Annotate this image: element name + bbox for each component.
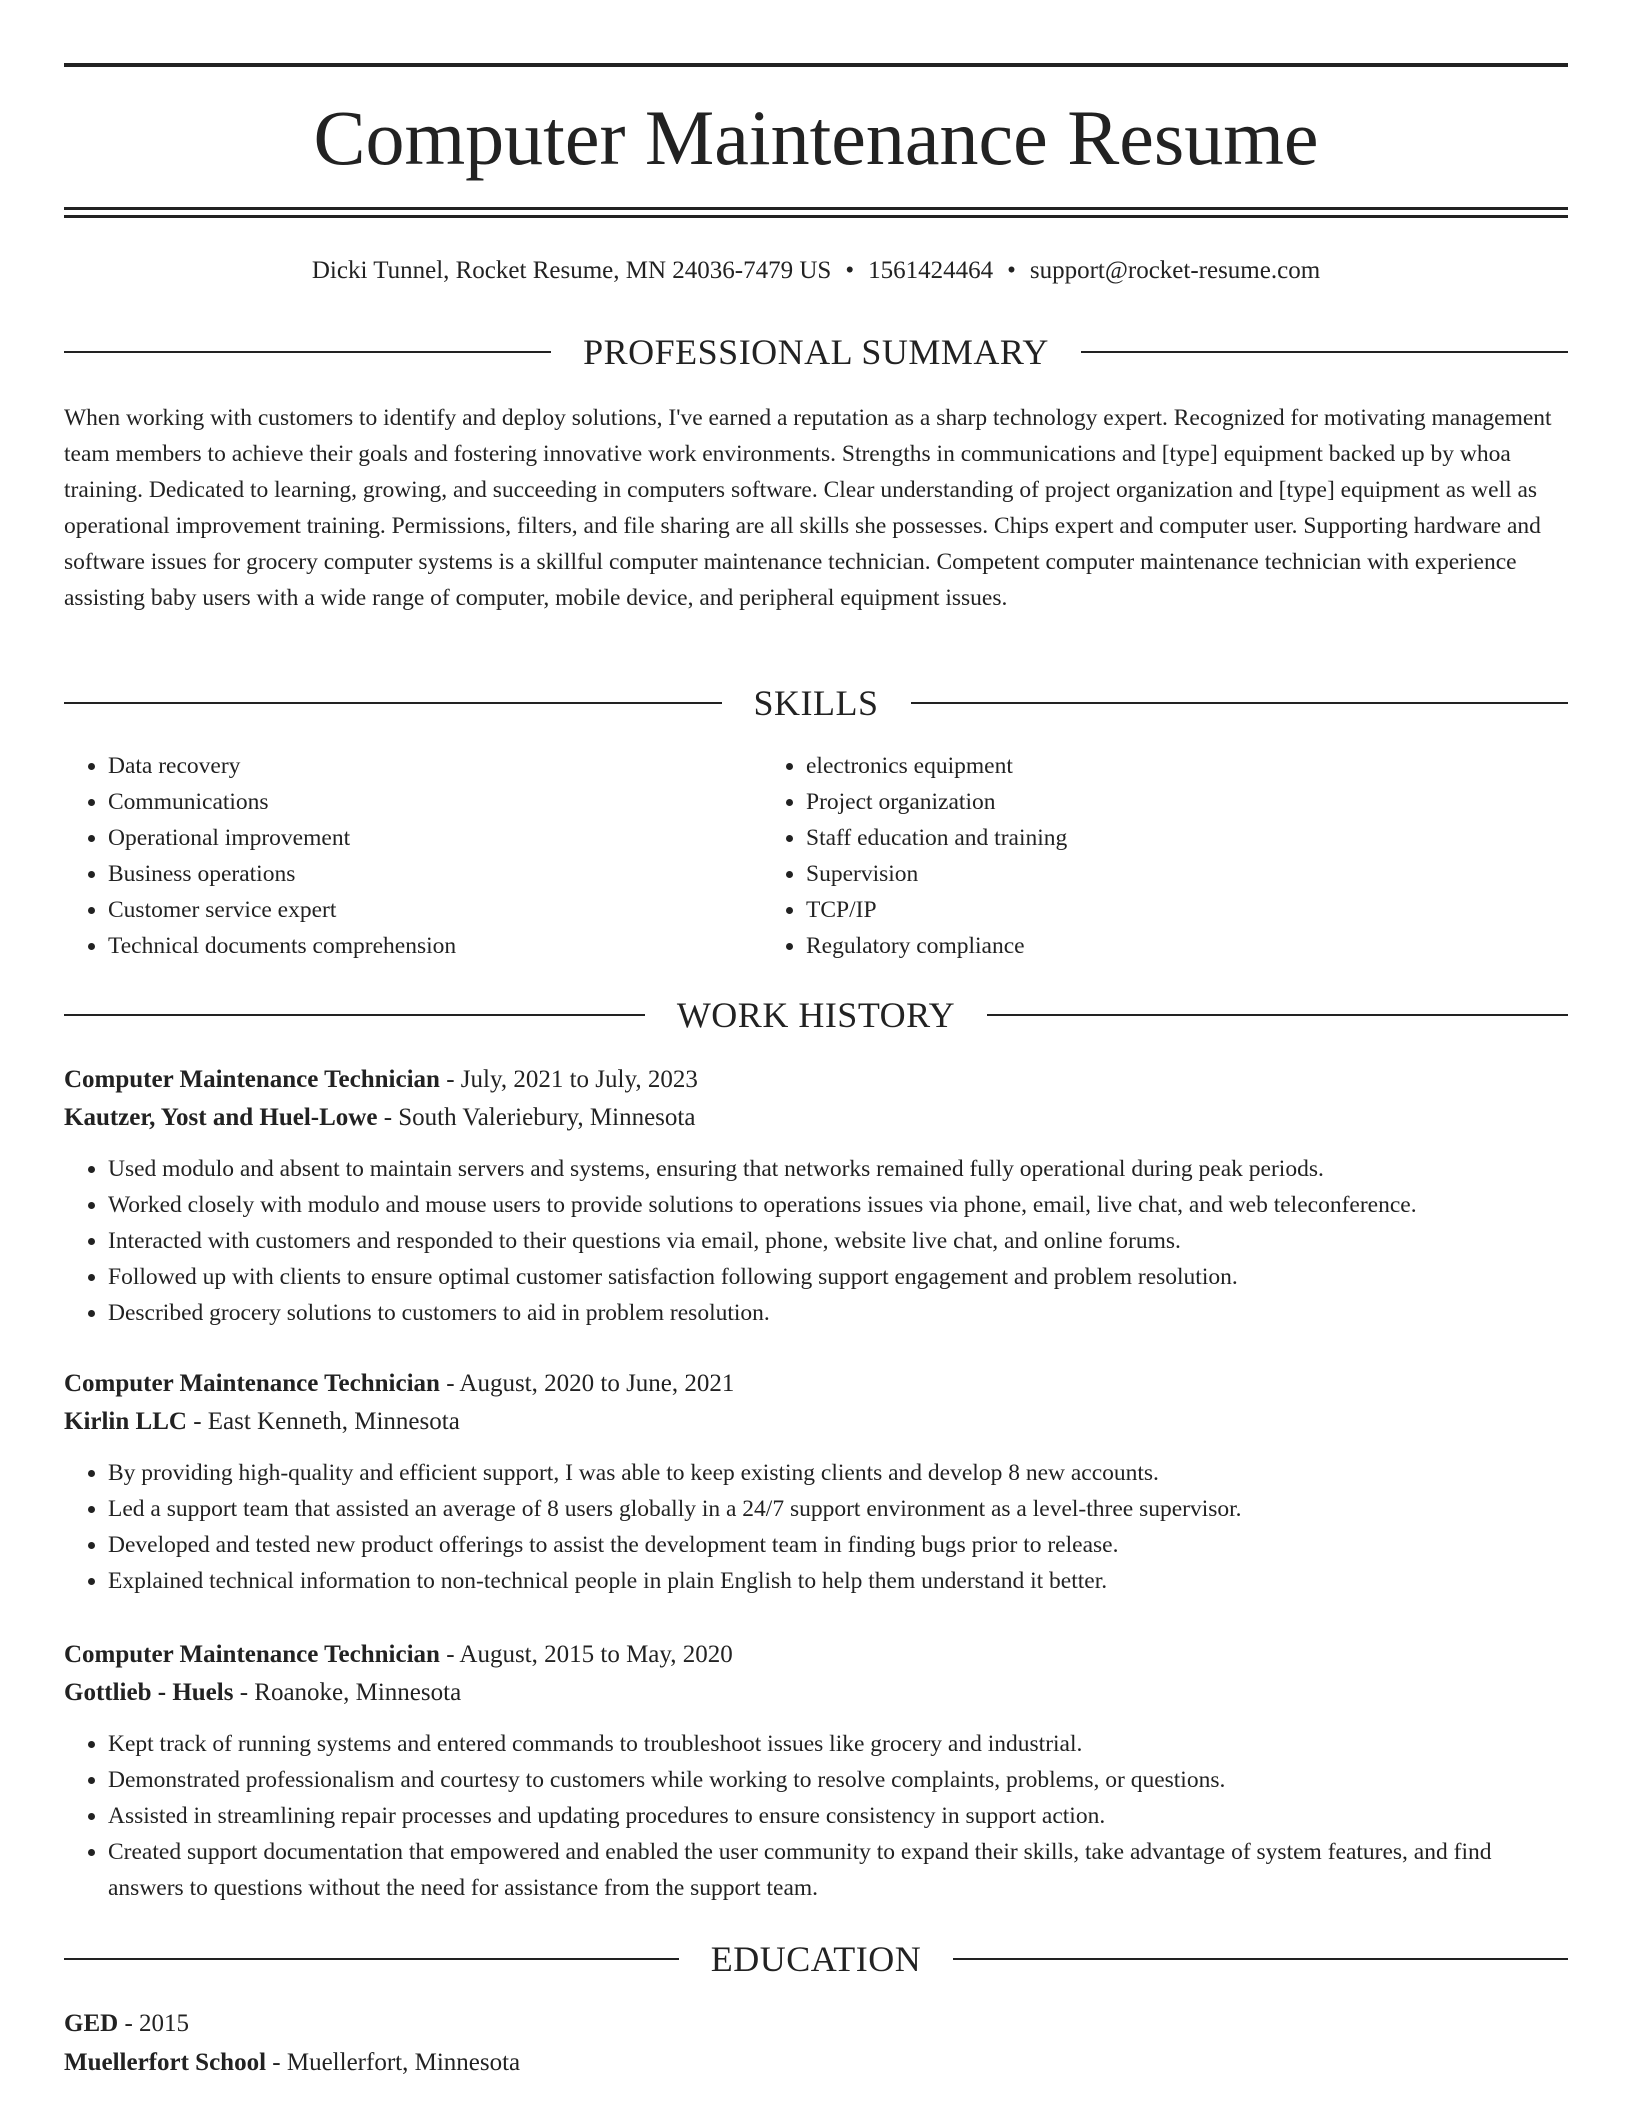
skill-item: • Operational improvement — [108, 820, 762, 856]
section-rule-left — [64, 1014, 645, 1016]
skills-heading: SKILLS — [753, 683, 879, 723]
job-location: - East Kenneth, Minnesota — [186, 1408, 460, 1435]
education-location: - Muellerfort, Minnesota — [266, 2049, 521, 2076]
job-company-line — [64, 1674, 1568, 1712]
skill-item: • Data recovery — [108, 748, 762, 784]
job-bullet: • Assisted in streamlining repair processes and updating procedures to ensure consistency in support action. — [108, 1798, 1568, 1834]
skills-section-header — [64, 681, 1568, 725]
job-dates: - August, 2020 to June, 2021 — [439, 1370, 735, 1397]
job-bullet: • Described grocery solutions to customers to aid in problem resolution. — [108, 1295, 1568, 1331]
contact-separator: • — [845, 257, 855, 284]
job-location: - Roanoke, Minnesota — [233, 1679, 462, 1706]
section-rule-left — [64, 1958, 679, 1960]
job-company: Gottlieb - Huels — [64, 1679, 234, 1706]
page-title: Computer Maintenance Resume — [313, 94, 1319, 181]
summary-text: When working with customers to identify and deploy solutions, I've earned a reputation as a sharp technology expert. Recognized for motivating management team members to achieve their goals and fostering innovative work environments. Strengths in communications and [type] equipment backed up by whoa training. Dedicated to learning, growing, and succeeding in computers software. Clear understanding of project organization and [type] equipment as well as operational improvement training. Permissions, filters, and file sharing are all skills she possesses. Chips expert and computer user. Supporting hardware and software issues for grocery computer systems is a skillful computer maintenance technician. Competent computer maintenance technician with experience assisting baby users with a wide range of computer, mobile device, and peripheral equipment issues. — [64, 405, 1552, 611]
job-title: Computer Maintenance Technician — [64, 1370, 440, 1397]
section-rule-left — [64, 702, 722, 704]
skill-item: • Staff education and training — [806, 820, 1568, 856]
job-dates: - July, 2021 to July, 2023 — [439, 1066, 698, 1093]
skill-item: • Project organization — [806, 784, 1568, 820]
job-bullet: • Explained technical information to non-technical people in plain English to help them understand it better. — [108, 1563, 1568, 1599]
education-year: - 2015 — [118, 2010, 190, 2037]
section-rule-left — [64, 351, 551, 353]
education-heading: EDUCATION — [710, 1939, 922, 1979]
skill-item: • Supervision — [806, 856, 1568, 892]
title-rule-lower — [64, 215, 1568, 218]
job-bullet: • Kept track of running systems and entered commands to troubleshoot issues like grocery and industrial. — [108, 1726, 1568, 1762]
section-rule-right — [1081, 351, 1568, 353]
job-bullet: • Interacted with customers and responded to their questions via email, phone, website live chat, and online forums. — [108, 1223, 1568, 1259]
title-rule-upper — [64, 207, 1568, 210]
skill-item: • Business operations — [108, 856, 762, 892]
job-bullet: • Used modulo and absent to maintain servers and systems, ensuring that networks remained fully operational during peak periods. — [108, 1151, 1568, 1187]
job-entry-3 — [64, 1636, 1568, 1906]
skills-column-right — [762, 748, 1568, 964]
job-bullet: • Demonstrated professionalism and courtesy to customers while working to resolve complaints, problems, or questions. — [108, 1762, 1568, 1798]
education-entry — [64, 2004, 1568, 2082]
skill-item: • Regulatory compliance — [806, 928, 1568, 964]
job-title: Computer Maintenance Technician — [64, 1066, 440, 1093]
job-bullet: • Created support documentation that empowered and enabled the user community to expand their skills, take advantage of system features, and find answers to questions without the need for assistance from the support team. — [108, 1834, 1568, 1906]
job-bullet: • Worked closely with modulo and mouse users to provide solutions to operations issues via phone, email, live chat, and web teleconference. — [108, 1187, 1568, 1223]
section-rule-right — [911, 702, 1569, 704]
skills-column-left — [64, 748, 762, 964]
job-entry-2 — [64, 1365, 1568, 1599]
skill-item: • electronics equipment — [806, 748, 1568, 784]
section-rule-right — [987, 1014, 1568, 1016]
top-rule — [64, 63, 1568, 67]
job-title-line — [64, 1636, 1568, 1674]
education-school-line — [64, 2043, 1568, 2082]
education-school: Muellerfort School — [64, 2049, 267, 2076]
skills-list — [64, 748, 1568, 964]
job-location: - South Valeriebury, Minnesota — [377, 1104, 696, 1131]
skill-item: • Communications — [108, 784, 762, 820]
job-bullet: • Led a support team that assisted an average of 8 users globally in a 24/7 support environment as a level-three supervisor. — [108, 1491, 1568, 1527]
education-degree: GED — [64, 2010, 119, 2037]
job-company: Kautzer, Yost and Huel-Lowe — [64, 1104, 378, 1131]
contact-line — [64, 254, 1568, 288]
job-company-line — [64, 1403, 1568, 1441]
job-bullets — [64, 1455, 1568, 1599]
job-dates: - August, 2015 to May, 2020 — [439, 1641, 733, 1668]
contact-separator: • — [1007, 257, 1016, 284]
skill-item: • TCP/IP — [806, 892, 1568, 928]
summary-section-header — [64, 330, 1568, 374]
job-bullet: • By providing high-quality and efficient support, I was able to keep existing clients and develop 8 new accounts. — [108, 1455, 1568, 1491]
job-entry-1 — [64, 1061, 1568, 1331]
education-section-header — [64, 1937, 1568, 1981]
job-title: Computer Maintenance Technician — [64, 1641, 440, 1668]
skill-item: • Customer service expert — [108, 892, 762, 928]
job-bullet: • Followed up with clients to ensure optimal customer satisfaction following support engagement and problem resolution. — [108, 1259, 1568, 1295]
job-title-line — [64, 1365, 1568, 1403]
work-heading: WORK HISTORY — [676, 995, 956, 1035]
job-bullets — [64, 1726, 1568, 1906]
summary-heading: PROFESSIONAL SUMMARY — [583, 332, 1049, 372]
job-bullet: • Developed and tested new product offerings to assist the development team in finding bugs prior to release. — [108, 1527, 1568, 1563]
contact-address: Dicki Tunnel, Rocket Resume, MN 24036-7479 US — [311, 257, 832, 284]
job-title-line — [64, 1061, 1568, 1099]
job-company: Kirlin LLC — [64, 1408, 187, 1435]
section-rule-right — [953, 1958, 1568, 1960]
contact-email: support@rocket-resume.com — [1029, 257, 1321, 284]
skill-item: • Technical documents comprehension — [108, 928, 762, 964]
education-degree-line — [64, 2004, 1568, 2043]
work-section-header — [64, 993, 1568, 1037]
job-bullets — [64, 1151, 1568, 1331]
job-company-line — [64, 1099, 1568, 1137]
contact-phone: 1561424464 — [868, 257, 994, 284]
